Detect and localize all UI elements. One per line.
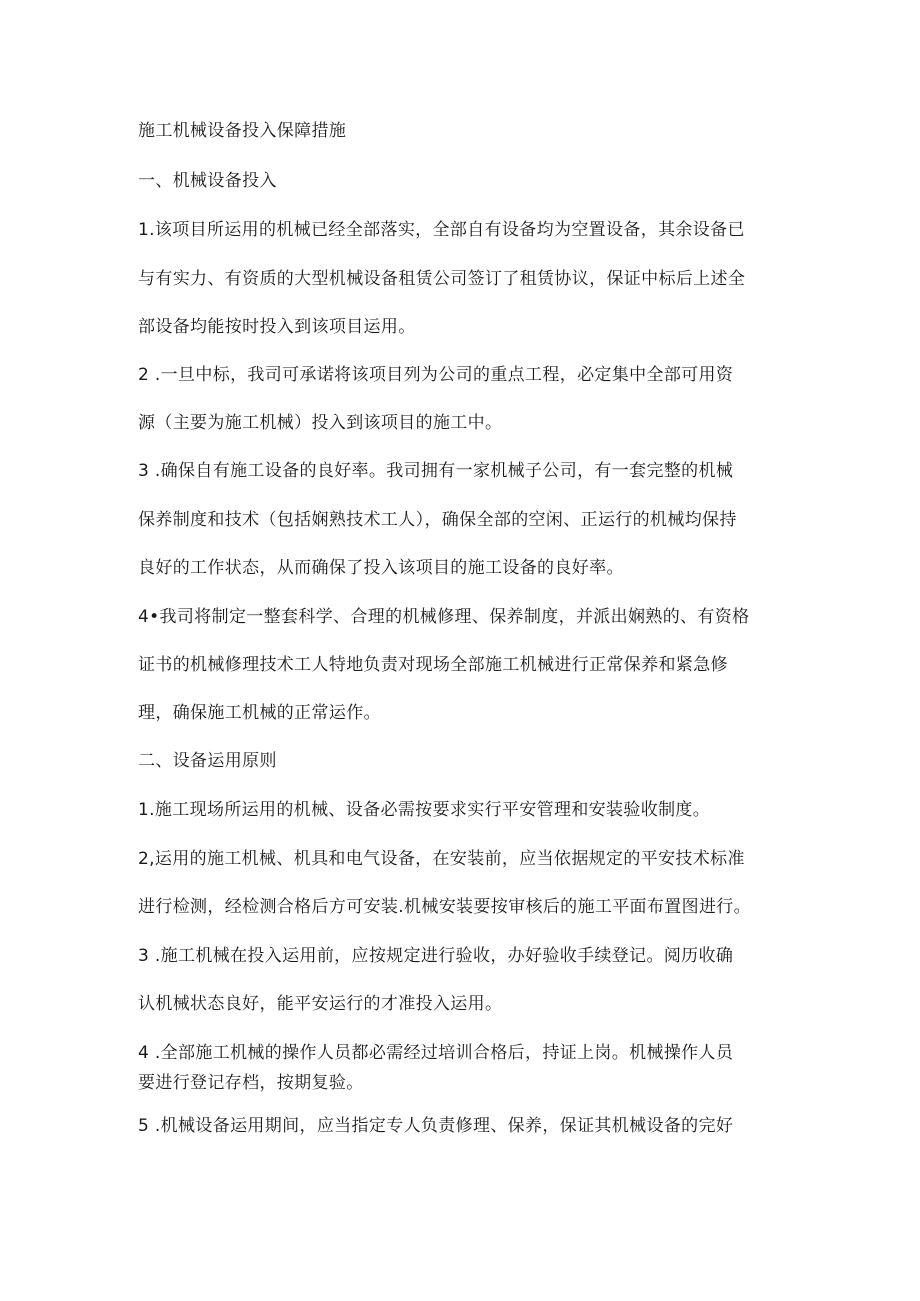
paragraph-line: 3 .施工机械在投入运用前，应按规定进行验收，办好验收手续登记。阅历收确 [138,946,734,966]
paragraph-line: 1.该项目所运用的机械已经全部落实，全部自有设备均为空置设备，其余设备已 [138,220,745,240]
paragraph-line: 5 .机械设备运用期间，应当指定专人负责修理、保养，保证其机械设备的完好 [138,1116,734,1136]
paragraph-line: 2 .一旦中标，我司可承诺将该项目列为公司的重点工程，必定集中全部可用资 [138,365,734,385]
document-title: 施工机械设备投入保障措施 [138,121,347,141]
paragraph-line: 认机械状态良好，能平安运行的才准投入运用。 [138,994,503,1014]
paragraph-line: 进行检测，经检测合格后方可安装.机械安装要按审核后的施工平面布置图进行。 [138,897,752,917]
section-heading: 一、机械设备投入 [138,171,277,191]
paragraph-line: 与有实力、有资质的大型机械设备租赁公司签订了租赁协议，保证中标后上述全 [138,269,746,289]
paragraph-line: 理，确保施工机械的正常运作。 [138,703,381,723]
paragraph-line: 1.施工现场所运用的机械、设备必需按要求实行平安管理和安装验收制度。 [138,800,711,820]
paragraph-line: 要进行登记存档，按期复验。 [138,1073,364,1093]
paragraph-line: 2,运用的施工机械、机具和电气设备，在安装前，应当依据规定的平安技术标准 [138,849,745,869]
paragraph-line: 4 .全部施工机械的操作人员都必需经过培训合格后，持证上岗。机械操作人员 [138,1043,734,1063]
paragraph-line: 证书的机械修理技术工人特地负责对现场全部施工机械进行正常保养和紧急修 [138,655,728,675]
paragraph-line: 良好的工作状态，从而确保了投入该项目的施工设备的良好率。 [138,558,624,578]
paragraph-line: 部设备均能按时投入到该项目运用。 [138,317,416,337]
paragraph-line: 3 .确保自有施工设备的良好率。我司拥有一家机械子公司，有一套完整的机械 [138,461,734,481]
paragraph-line: 源（主要为施工机械）投入到该项目的施工中。 [138,413,503,433]
paragraph-line: 4•我司将制定一整套科学、合理的机械修理、保养制度，并派出娴熟的、有资格 [138,607,750,627]
section-heading: 二、设备运用原则 [138,751,277,771]
paragraph-line: 保养制度和技术（包括娴熟技术工人），确保全部的空闲、正运行的机械均保持 [138,510,737,530]
